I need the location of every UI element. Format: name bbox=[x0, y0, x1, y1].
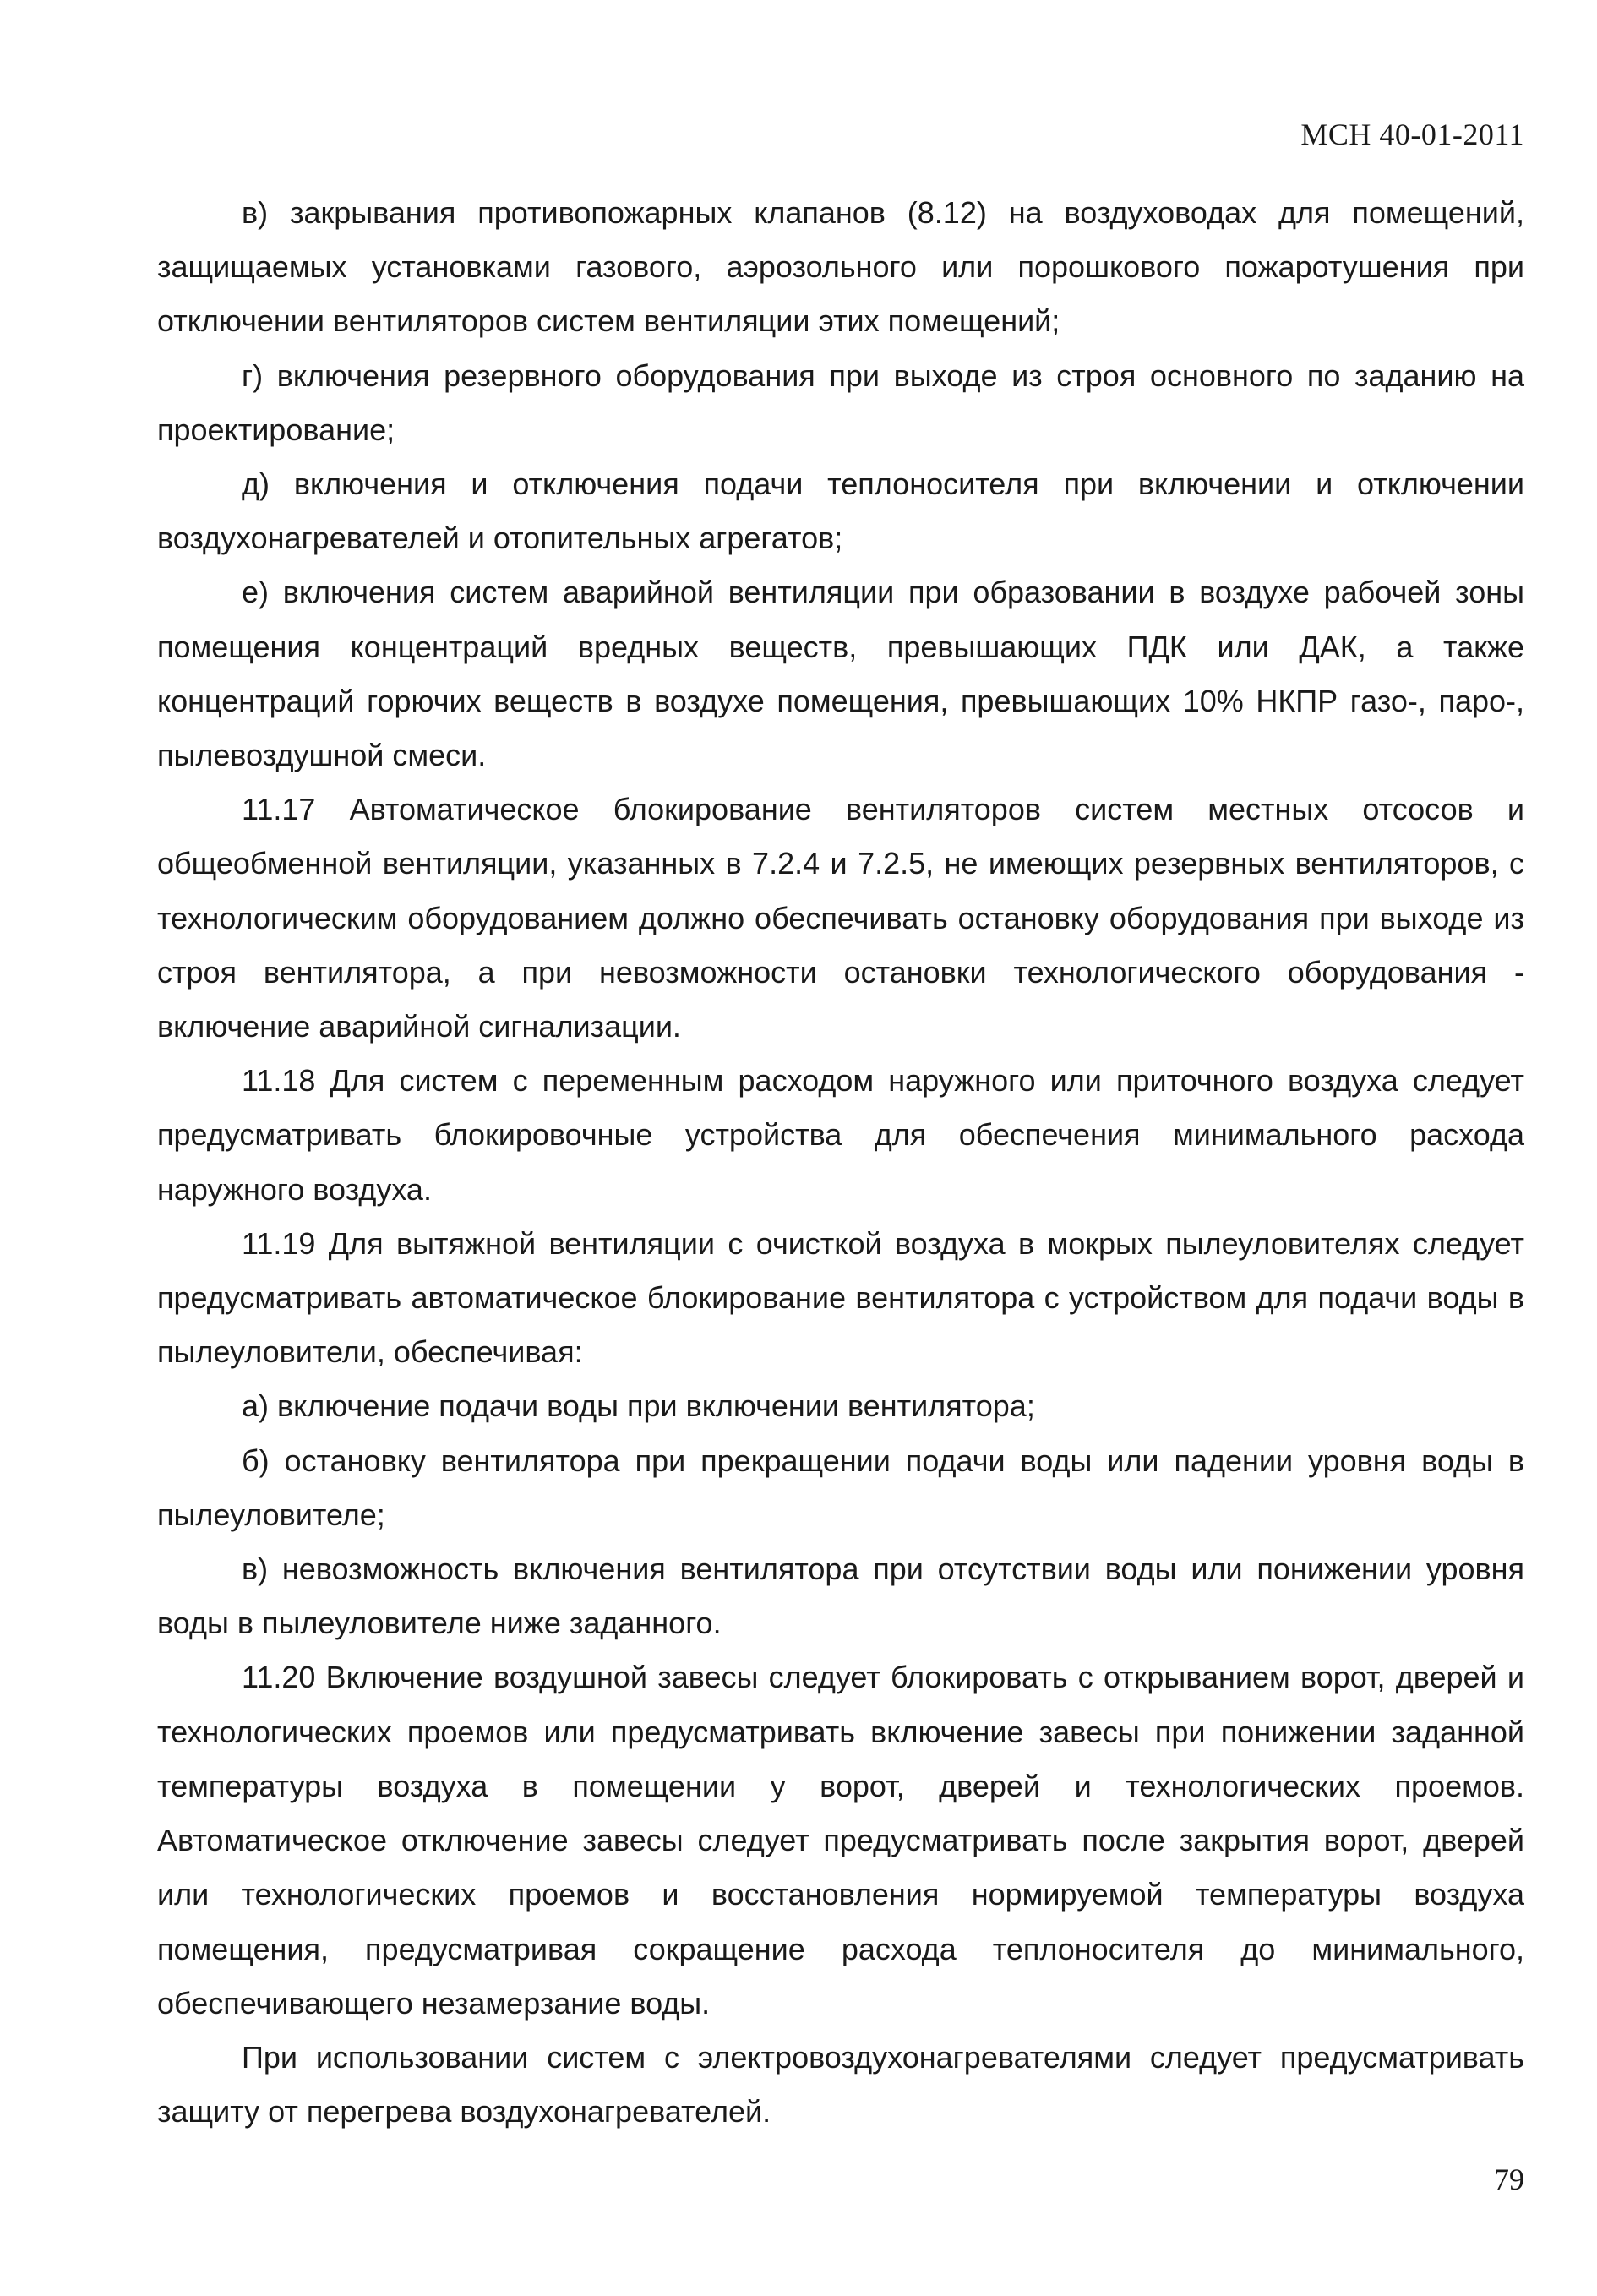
paragraph-item-e-emergency-ventilation: е) включения систем аварийной вентиляции при образовании в воздухе рабочей зоны помещения концентраций вредных веществ, превышающих ПДК или ДАК, а также концентраций горючих веществ в воздухе помещения, превышающих 10% НКПР газо-, паро-, пылевоздушной смеси. bbox=[157, 575, 1524, 773]
paragraph-clause-11-19: 11.19 Для вытяжной вентиляции с очисткой воздуха в мокрых пылеуловителях следует предусматривать автоматическое блокирование вентилятора с устройством для подачи воды в пылеуловители, обеспечивая: bbox=[157, 1225, 1524, 1370]
paragraph-item-d-heat-carrier: д) включения и отключения подачи теплоносителя при включении и отключении воздухонагревателей и отопительных агрегатов; bbox=[157, 466, 1524, 556]
document-body bbox=[157, 186, 1524, 2139]
paragraph-item-b-fan-stop: б) остановку вентилятора при прекращении подачи воды или падении уровня воды в пылеуловителе; bbox=[157, 1442, 1524, 1532]
paragraph-item-v-fire-dampers: в) закрывания противопожарных клапанов (8.12) на воздуховодах для помещений, защищаемых установками газового, аэрозольного или порошкового пожаротушения при отключении вентиляторов систем вентиляции этих помещений; bbox=[157, 195, 1524, 339]
paragraph-item-v-fan-lockout: в) невозможность включения вентилятора при отсутствии воды или понижении уровня воды в пылеуловителе ниже заданного. bbox=[157, 1552, 1524, 1641]
document-code: МСН 40-01-2011 bbox=[1300, 117, 1524, 151]
paragraph-item-g-reserve-equipment: г) включения резервного оборудования при выходе из строя основного по заданию на проектирование; bbox=[157, 357, 1524, 447]
paragraph-clause-11-17: 11.17 Автоматическое блокирование вентиляторов систем местных отсосов и общеобменной вентиляции, указанных в 7.2.4 и 7.2.5, не имеющих резервных вентиляторов, с технологическим оборудованием должно обеспечивать остановку оборудования при выходе из строя вентилятора, а при невозможности остановки технологического оборудования - включение аварийной сигнализации. bbox=[157, 792, 1524, 1044]
paragraph-electric-heaters: При использовании систем с электровоздухонагревателями следует предусматривать защиту от перегрева воздухонагревателей. bbox=[157, 2039, 1524, 2130]
paragraph-item-a-water-supply: а) включение подачи воды при включении вентилятора; bbox=[242, 1388, 1035, 1424]
paragraph-clause-11-18: 11.18 Для систем с переменным расходом наружного или приточного воздуха следует предусматривать блокировочные устройства для обеспечения минимального расхода наружного воздуха. bbox=[157, 1063, 1524, 1207]
paragraph-clause-11-20: 11.20 Включение воздушной завесы следует блокировать с открыванием ворот, дверей и технологических проемов или предусматривать включение завесы при понижении заданной температуры воздуха в помещении у ворот, дверей и технологических проемов. Автоматическое отключение завесы следует предусматривать после закрытия ворот, дверей или технологических проемов и восстановления нормируемой температуры воздуха помещения, предусматривая сокращение расхода теплоносителя до минимального, обеспечивающего незамерзание воды. bbox=[157, 1660, 1524, 2021]
page-number: 79 bbox=[1494, 2162, 1524, 2196]
